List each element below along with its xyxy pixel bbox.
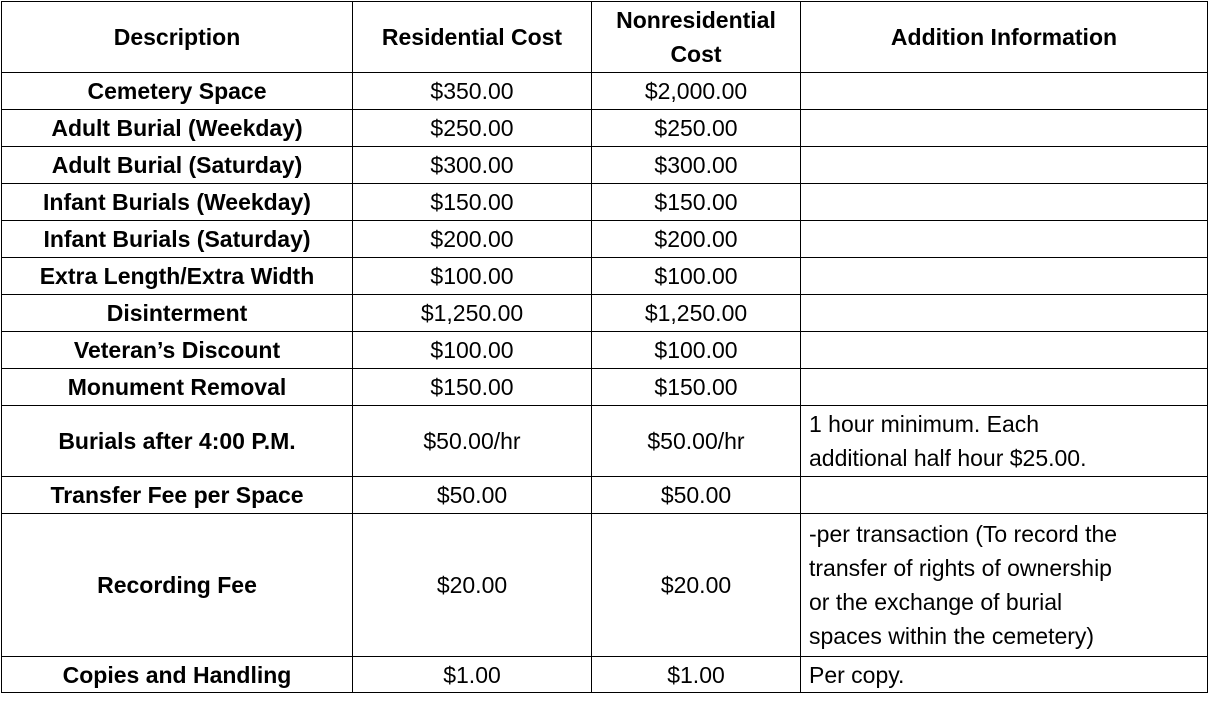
fee-schedule-table	[1, 1, 1208, 693]
row-residential-cost: $150.00	[353, 184, 592, 221]
row-additional-info	[801, 110, 1208, 147]
row-residential-cost: $150.00	[353, 369, 592, 406]
table-row	[2, 369, 1208, 406]
table-row	[2, 406, 1208, 477]
table-row	[2, 73, 1208, 110]
table-row	[2, 657, 1208, 693]
row-nonresidential-cost: $100.00	[592, 258, 801, 295]
row-nonresidential-cost: $20.00	[592, 514, 801, 657]
info-line: spaces within the cemetery)	[809, 623, 1095, 649]
row-nonresidential-cost: $50.00	[592, 477, 801, 514]
header-residential-cost: Residential Cost	[353, 2, 592, 73]
table-row	[2, 332, 1208, 369]
row-description: Monument Removal	[2, 369, 353, 406]
table-row	[2, 110, 1208, 147]
row-residential-cost: $50.00	[353, 477, 592, 514]
header-nonresidential-line2: Cost	[670, 41, 722, 67]
row-additional-info	[801, 184, 1208, 221]
row-nonresidential-cost: $300.00	[592, 147, 801, 184]
row-nonresidential-cost: $50.00/hr	[592, 406, 801, 477]
header-nonresidential-cost	[592, 2, 801, 73]
row-residential-cost: $250.00	[353, 110, 592, 147]
row-additional-info	[801, 258, 1208, 295]
row-description: Cemetery Space	[2, 73, 353, 110]
row-description: Veteran’s Discount	[2, 332, 353, 369]
row-additional-info: Per copy.	[801, 657, 1208, 693]
header-row	[2, 2, 1208, 73]
row-nonresidential-cost: $2,000.00	[592, 73, 801, 110]
row-additional-info	[801, 221, 1208, 258]
row-description: Disinterment	[2, 295, 353, 332]
table-row	[2, 221, 1208, 258]
row-description: Burials after 4:00 P.M.	[2, 406, 353, 477]
row-nonresidential-cost: $200.00	[592, 221, 801, 258]
table-row	[2, 295, 1208, 332]
info-line: transfer of rights of ownership	[809, 555, 1112, 581]
header-nonresidential-line1: Nonresidential	[616, 7, 776, 33]
row-nonresidential-cost: $1,250.00	[592, 295, 801, 332]
info-line: 1 hour minimum. Each	[809, 411, 1040, 437]
row-residential-cost: $20.00	[353, 514, 592, 657]
row-additional-info	[801, 295, 1208, 332]
row-nonresidential-cost: $100.00	[592, 332, 801, 369]
row-nonresidential-cost: $250.00	[592, 110, 801, 147]
row-residential-cost: $100.00	[353, 258, 592, 295]
row-description: Adult Burial (Weekday)	[2, 110, 353, 147]
row-description: Transfer Fee per Space	[2, 477, 353, 514]
table-row	[2, 514, 1208, 657]
row-residential-cost: $200.00	[353, 221, 592, 258]
row-description: Infant Burials (Weekday)	[2, 184, 353, 221]
row-residential-cost: $1.00	[353, 657, 592, 693]
row-residential-cost: $50.00/hr	[353, 406, 592, 477]
table-row	[2, 147, 1208, 184]
row-additional-info	[801, 147, 1208, 184]
row-description: Extra Length/Extra Width	[2, 258, 353, 295]
table-row	[2, 258, 1208, 295]
row-nonresidential-cost: $150.00	[592, 369, 801, 406]
row-description: Recording Fee	[2, 514, 353, 657]
info-line: or the exchange of burial	[809, 589, 1063, 615]
info-line: -per transaction (To record the	[809, 521, 1118, 547]
row-additional-info	[801, 369, 1208, 406]
row-additional-info	[801, 332, 1208, 369]
table-row	[2, 184, 1208, 221]
row-additional-info	[801, 73, 1208, 110]
row-residential-cost: $350.00	[353, 73, 592, 110]
header-additional-information: Addition Information	[801, 2, 1208, 73]
info-line: additional half hour $25.00.	[809, 445, 1087, 471]
table-row	[2, 477, 1208, 514]
row-description: Infant Burials (Saturday)	[2, 221, 353, 258]
row-residential-cost: $1,250.00	[353, 295, 592, 332]
row-residential-cost: $100.00	[353, 332, 592, 369]
row-nonresidential-cost: $1.00	[592, 657, 801, 693]
row-description: Copies and Handling	[2, 657, 353, 693]
row-description: Adult Burial (Saturday)	[2, 147, 353, 184]
row-additional-info	[801, 406, 1208, 477]
header-description: Description	[2, 2, 353, 73]
row-residential-cost: $300.00	[353, 147, 592, 184]
row-nonresidential-cost: $150.00	[592, 184, 801, 221]
row-additional-info	[801, 477, 1208, 514]
row-additional-info	[801, 514, 1208, 657]
